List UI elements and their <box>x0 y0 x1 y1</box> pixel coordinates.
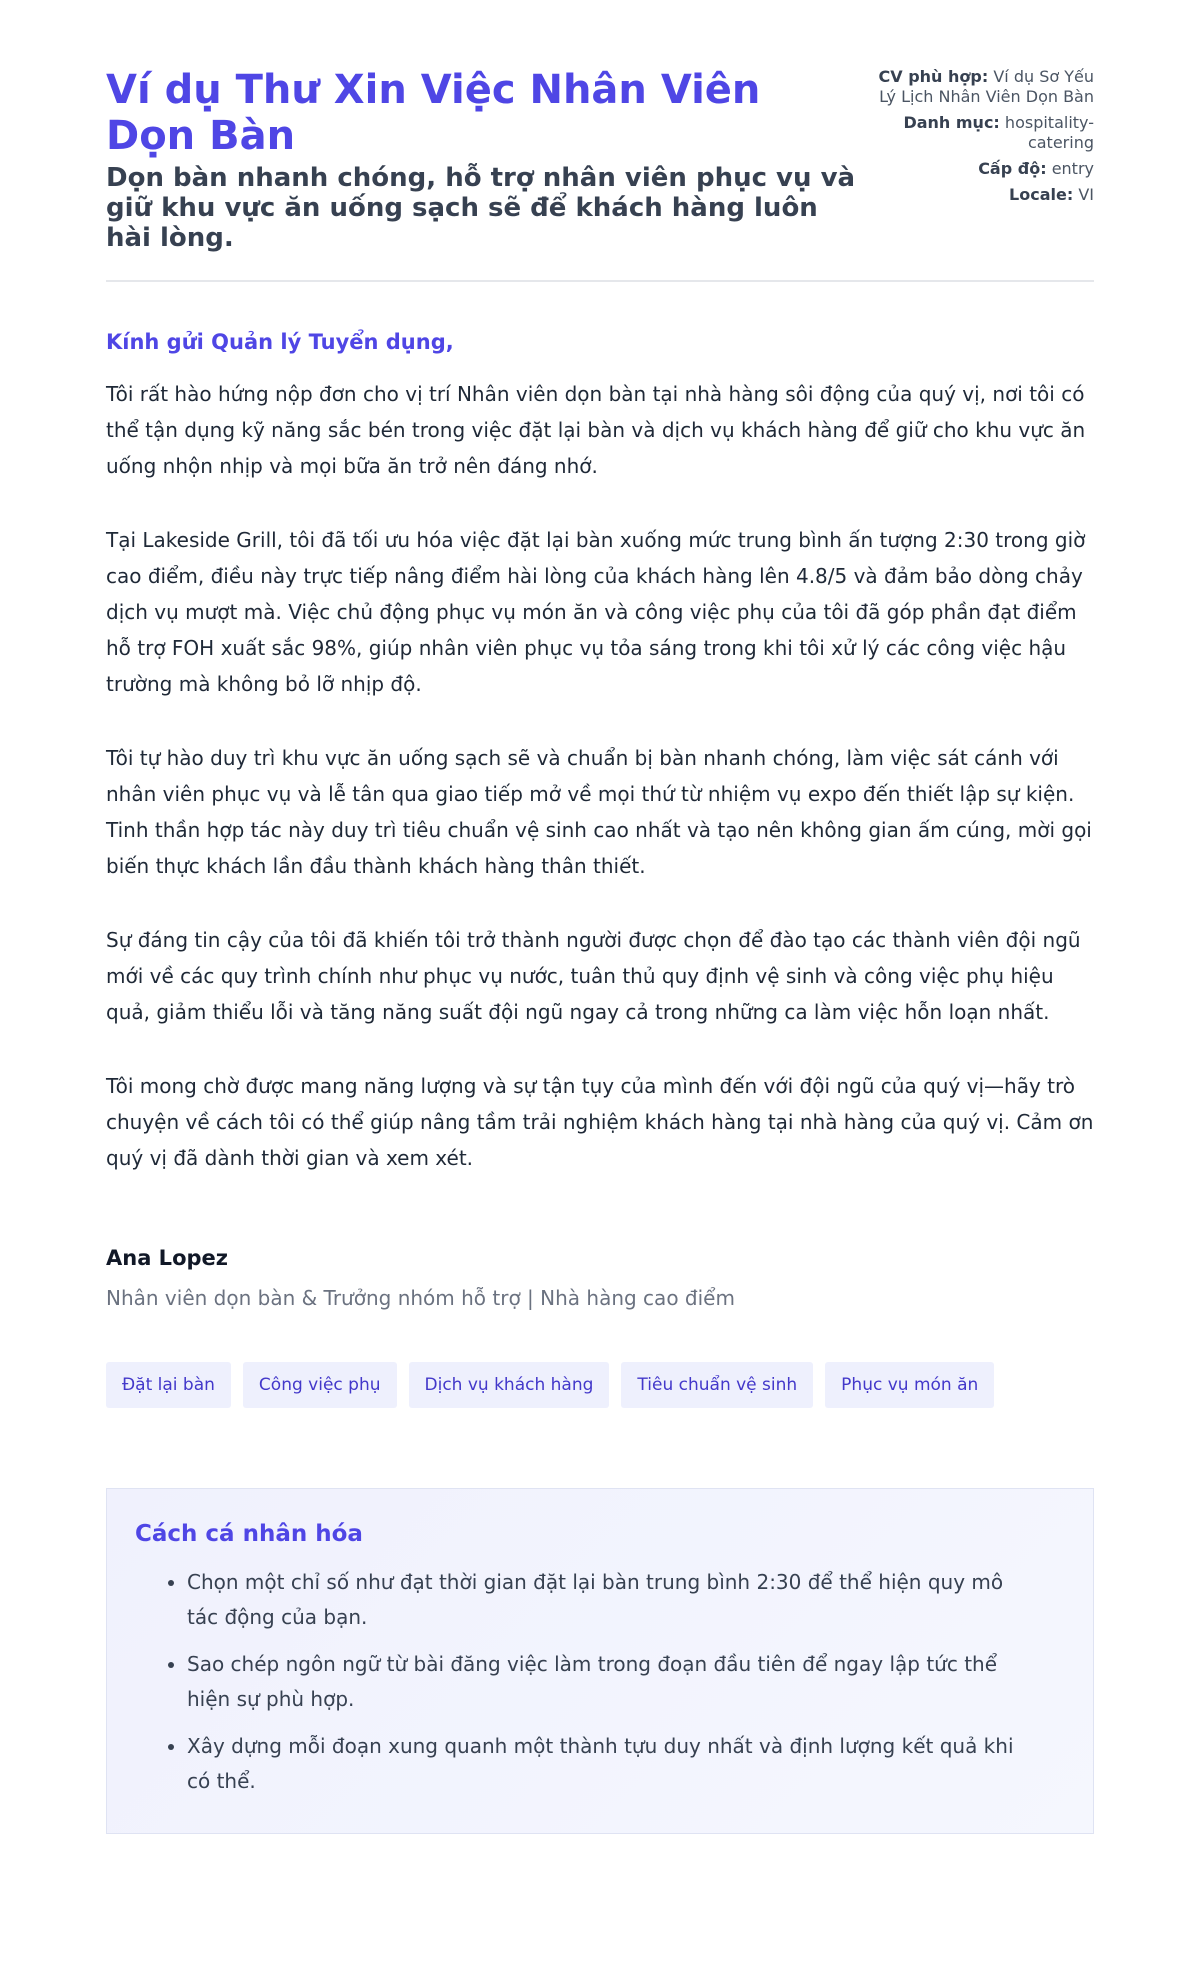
meta-panel <box>874 67 1094 211</box>
tip-item: • Sao chép ngôn ngữ từ bài đăng việc làm trong đoạn đầu tiên để ngay lập tức thể hiện sự phù hợp. <box>187 1647 1065 1717</box>
skill-tags <box>106 1362 1094 1408</box>
meta-row-level <box>874 159 1094 179</box>
meta-value: hospitality-catering <box>1004 113 1094 152</box>
meta-key: Danh mục: <box>903 113 1000 132</box>
signature-role: Nhân viên dọn bàn & Trưởng nhóm hỗ trợ | Nhà hàng cao điểm <box>106 1286 735 1310</box>
meta-key: Locale: <box>1009 185 1074 204</box>
letter-paragraph: Tôi mong chờ được mang năng lượng và sự tận tụy của mình đến với đội ngũ của quý vị—hãy trò chuyện về cách tôi có thể giúp nâng tầm trải nghiệm khách hàng tại nhà hàng của quý vị. Cảm ơn quý vị đã dành thời gian và xem xét. <box>106 1074 1094 1170</box>
signature-name: Ana Lopez <box>106 1246 228 1270</box>
tip-item: • Chọn một chỉ số như đạt thời gian đặt lại bàn trung bình 2:30 để thể hiện quy mô tác động của bạn. <box>187 1565 1065 1635</box>
meta-row-category <box>874 113 1094 153</box>
meta-value: VI <box>1078 185 1094 204</box>
skill-tag: Phục vụ món ăn <box>825 1362 994 1408</box>
skill-tag: Công việc phụ <box>243 1362 397 1408</box>
skill-tag: Đặt lại bàn <box>106 1362 231 1408</box>
page-subtitle: Dọn bàn nhanh chóng, hỗ trợ nhân viên phục vụ và giữ khu vực ăn uống sạch sẽ để khách hàng luôn hài lòng. <box>106 163 856 253</box>
meta-row-locale <box>874 185 1094 205</box>
tips-title: Cách cá nhân hóa <box>135 1521 363 1547</box>
skill-tag: Dịch vụ khách hàng <box>409 1362 610 1408</box>
letter-paragraph: Tôi rất hào hứng nộp đơn cho vị trí Nhân viên dọn bàn tại nhà hàng sôi động của quý vị, nơi tôi có thể tận dụng kỹ năng sắc bén trong việc đặt lại bàn và dịch vụ khách hàng để giữ cho khu vực ăn uống nhộn nhịp và mọi bữa ăn trở nên đáng nhớ. <box>106 382 1086 478</box>
meta-key: Cấp độ: <box>978 159 1047 178</box>
meta-row-cv <box>874 67 1094 107</box>
personalization-tips <box>106 1488 1094 1834</box>
meta-key: CV phù hợp: <box>878 67 989 86</box>
letter-paragraph: Sự đáng tin cậy của tôi đã khiến tôi trở thành người được chọn để đào tạo các thành viên đội ngũ mới về các quy trình chính như phục vụ nước, tuân thủ quy định vệ sinh và công việc phụ hiệu quả, giảm thiểu lỗi và tăng năng suất đội ngũ ngay cả trong những ca làm việc hỗn loạn nhất. <box>106 928 1081 1024</box>
skill-tag: Tiêu chuẩn vệ sinh <box>621 1362 813 1408</box>
page-title: Ví dụ Thư Xin Việc Nhân Viên Dọn Bàn <box>106 67 761 159</box>
meta-value: entry <box>1051 159 1094 178</box>
letter-body <box>106 328 1094 1312</box>
document-header <box>106 0 1094 282</box>
tips-list <box>135 1565 1065 1799</box>
tip-item: • Xây dựng mỗi đoạn xung quanh một thành tựu duy nhất và định lượng kết quả khi có thể. <box>187 1729 1065 1799</box>
letter-paragraph: Tại Lakeside Grill, tôi đã tối ưu hóa việc đặt lại bàn xuống mức trung bình ấn tượng 2:30 trong giờ cao điểm, điều này trực tiếp nâng điểm hài lòng của khách hàng lên 4.8/5 và đảm bảo dòng chảy dịch vụ mượt mà. Việc chủ động phục vụ món ăn và công việc phụ của tôi đã góp phần đạt điểm hỗ trợ FOH xuất sắc 98%, giúp nhân viên phục vụ tỏa sáng trong khi tôi xử lý các công việc hậu trường mà không bỏ lỡ nhịp độ. <box>106 528 1086 696</box>
meta-value: Ví dụ Sơ Yếu Lý Lịch Nhân Viên Dọn Bàn <box>879 67 1094 106</box>
salutation: Kính gửi Quản lý Tuyển dụng, <box>106 330 454 354</box>
letter-paragraph: Tôi tự hào duy trì khu vực ăn uống sạch sẽ và chuẩn bị bàn nhanh chóng, làm việc sát cánh với nhân viên phục vụ và lễ tân qua giao tiếp mở về mọi thứ từ nhiệm vụ expo đến thiết lập sự kiện. Tinh thần hợp tác này duy trì tiêu chuẩn vệ sinh cao nhất và tạo nên không gian ấm cúng, mời gọi biến thực khách lần đầu thành khách hàng thân thiết. <box>106 746 1092 878</box>
